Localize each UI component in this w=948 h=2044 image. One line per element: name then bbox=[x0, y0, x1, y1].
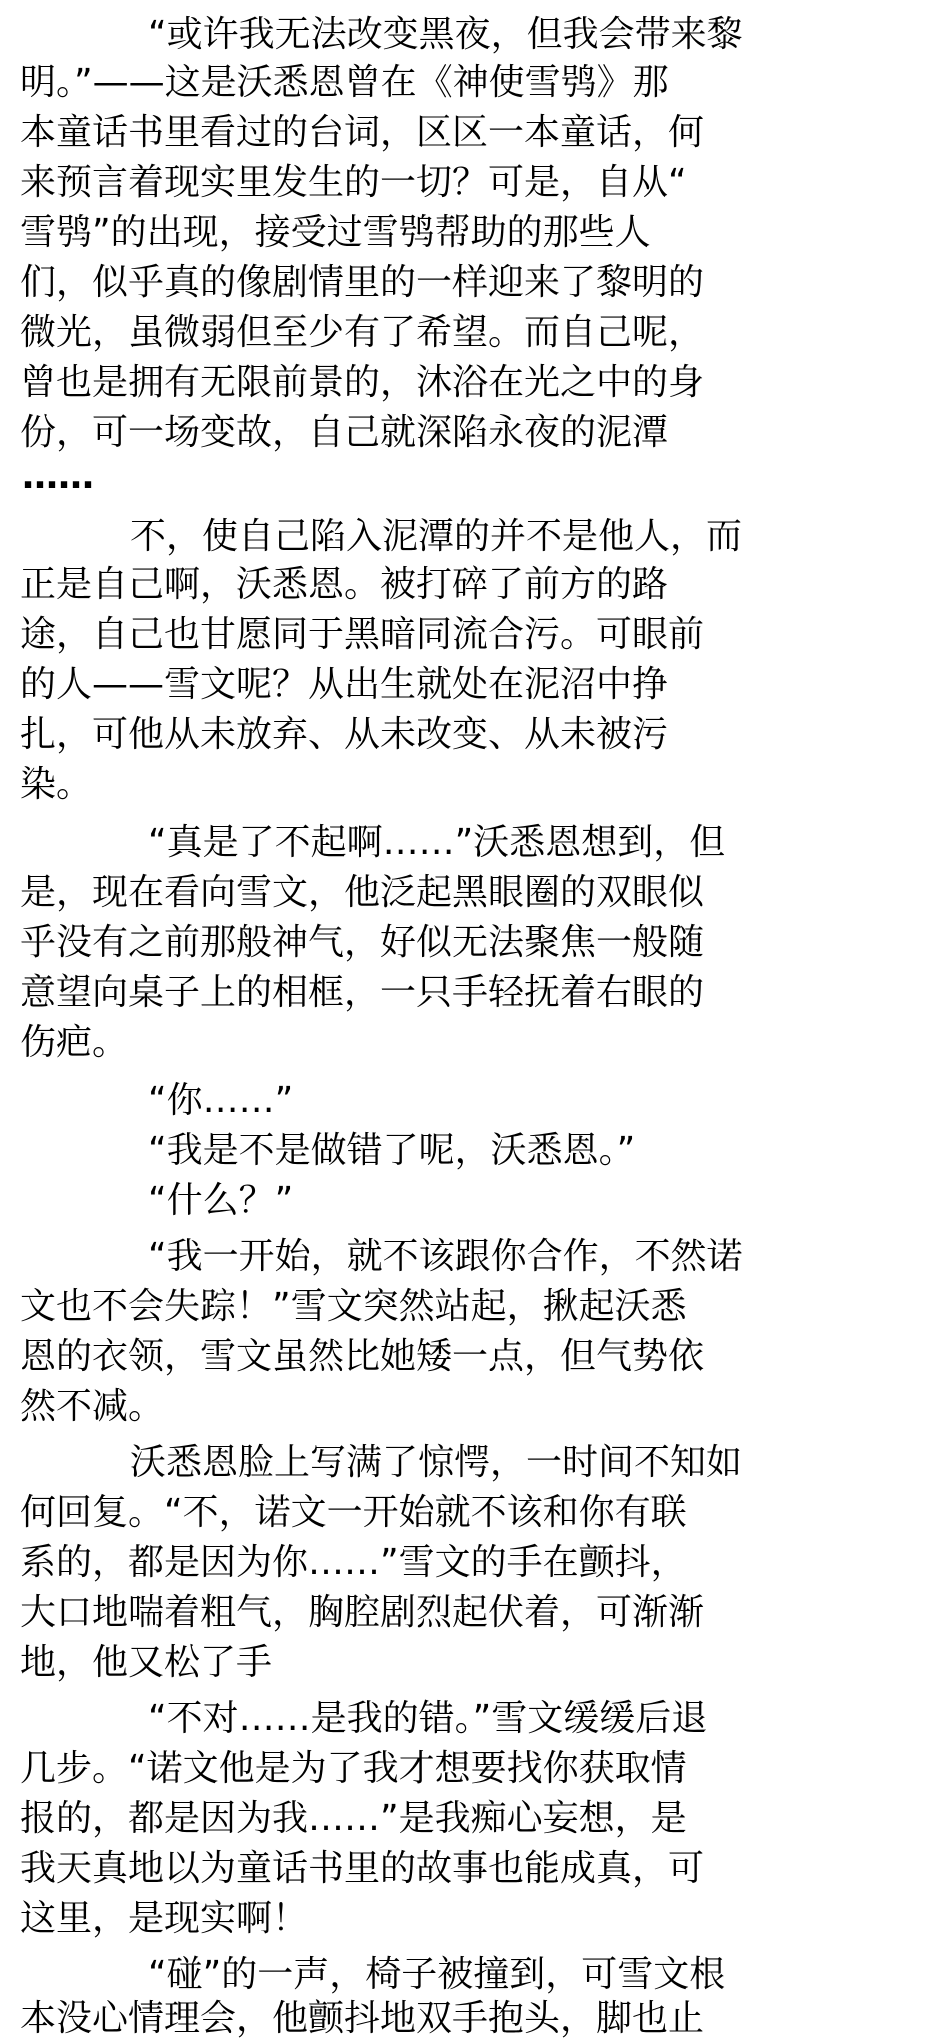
text-line: 雪鸮”的出现，接受过雪鸮帮助的那些人 bbox=[20, 212, 651, 253]
text-line: 几步。“诺文他是为了我才想要找你获取情 bbox=[20, 1748, 687, 1789]
text-line: 何回复。“不，诺文一开始就不该和你有联 bbox=[20, 1492, 687, 1533]
text-line: 曾也是拥有无限前景的，沐浴在光之中的身 bbox=[20, 362, 705, 403]
text-line: 系的，都是因为你……”雪文的手在颤抖， bbox=[20, 1542, 687, 1583]
text-line: 微光，虽微弱但至少有了希望。而自己呢， bbox=[20, 312, 705, 353]
text-line: 伤疤。 bbox=[20, 1022, 129, 1063]
text-line: 是，现在看向雪文，他泛起黑眼圈的双眼似 bbox=[20, 872, 705, 913]
text-line: 沃悉恩脸上写满了惊愕，一时间不知如 bbox=[130, 1442, 743, 1483]
text-line: 不，使自己陷入泥潭的并不是他人，而 bbox=[130, 516, 743, 557]
text-line: 文也不会失踪！”雪文突然站起，揪起沃悉 bbox=[20, 1286, 687, 1327]
text-line: 的人——雪文呢？从出生就处在泥沼中挣 bbox=[20, 664, 669, 705]
text-line: 地，他又松了手 bbox=[20, 1642, 273, 1683]
text-line: 这里，是现实啊！ bbox=[20, 1898, 309, 1939]
text-line: 途，自己也甘愿同于黑暗同流合污。可眼前 bbox=[20, 614, 705, 655]
text-line: 意望向桌子上的相框，一只手轻抚着右眼的 bbox=[20, 972, 705, 1013]
text-line: “你……” bbox=[148, 1080, 294, 1121]
text-line: 份，可一场变故，自己就深陷永夜的泥潭 bbox=[20, 412, 669, 453]
text-line: “碰”的一声，椅子被撞到，可雪文根 bbox=[148, 1954, 726, 1995]
text-line: “我是不是做错了呢，沃悉恩。” bbox=[148, 1130, 636, 1171]
text-line: 扎，可他从未放弃、从未改变、从未被污 bbox=[20, 714, 669, 755]
text-line: 本没心情理会，他颤抖地双手抱头，脚也止 bbox=[20, 1998, 705, 2039]
text-line: 报的，都是因为我……”是我痴心妄想，是 bbox=[20, 1798, 687, 1839]
text-line: “不对……是我的错。”雪文缓缓后退 bbox=[148, 1698, 708, 1739]
text-line: 恩的衣领，雪文虽然比她矮一点，但气势依 bbox=[20, 1336, 705, 1377]
text-line: “或许我无法改变黑夜，但我会带来黎 bbox=[148, 14, 743, 55]
text-line: “真是了不起啊……”沃悉恩想到，但 bbox=[148, 822, 726, 863]
text-line: 我天真地以为童话书里的故事也能成真，可 bbox=[20, 1848, 705, 1889]
text-line: “我一开始，就不该跟你合作，不然诺 bbox=[148, 1236, 743, 1277]
text-line: 明。”——这是沃悉恩曾在《神使雪鸮》那 bbox=[20, 62, 669, 103]
text-line: “什么？” bbox=[148, 1180, 294, 1221]
text-line: …… bbox=[22, 456, 94, 497]
text-line: 正是自己啊，沃悉恩。被打碎了前方的路 bbox=[20, 564, 669, 605]
text-line: 来预言着现实里发生的一切？可是，自从“ bbox=[20, 162, 687, 203]
text-line: 乎没有之前那般神气，好似无法聚焦一般随 bbox=[20, 922, 705, 963]
text-line: 本童话书里看过的台词，区区一本童话，何 bbox=[20, 112, 705, 153]
text-line: 然不减。 bbox=[20, 1386, 165, 1427]
text-line: 们，似乎真的像剧情里的一样迎来了黎明的 bbox=[20, 262, 705, 303]
text-line: 大口地喘着粗气，胸腔剧烈起伏着，可渐渐 bbox=[20, 1592, 705, 1633]
text-line: 染。 bbox=[20, 764, 93, 805]
